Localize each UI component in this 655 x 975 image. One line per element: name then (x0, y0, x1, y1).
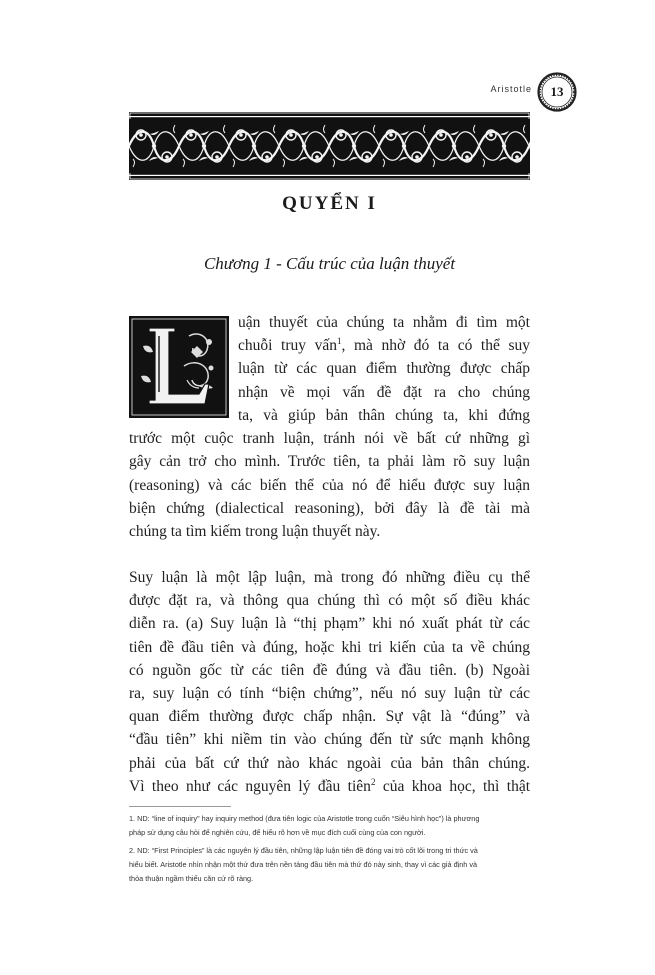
footnote-line: pháp sử dụng câu hỏi để nghiên cứu, để hiểu rõ hơn về mục đích cuối cùng của con người. (129, 828, 426, 837)
text-line: gây cản trở cho mình. Trước tiên, ta phải làm rõ suy luận (129, 453, 530, 471)
footnote-line: hiểu biết. Aristotle nhìn nhận một thứ đưa trên nền tảng đầu tiên mà thứ đó này sinh, thay vì các giả định và (129, 860, 478, 869)
paragraph-2 (129, 566, 530, 798)
text-line: biện chứng (dialectical reasoning), bởi đây là đề tài mà (129, 499, 530, 517)
text-line: có nguồn gốc từ các tiên đề đúng và đầu tiên. (b) Ngoài (129, 661, 530, 679)
chapter-title: Chương 1 - Cấu trúc của luận thuyết (203, 254, 456, 273)
text-line: quan điểm thường được chấp nhận. Sự vật là “đúng” và (129, 708, 530, 726)
footnote-marker-1[interactable]: 1 (337, 336, 342, 347)
book-title: QUYỂN I (282, 193, 377, 214)
text-line: chúng ta tìm kiếm trong luận thuyết này. (129, 523, 381, 541)
footnote-divider (129, 806, 231, 807)
footnote-line: 2. ND: “First Principles” là các nguyên lý đầu tiên, những lập luận tiên đề đóng vai trò cốt lõi trong tri thức và (129, 846, 478, 855)
text-line: Suy luận là một lập luận, mà trong đó những điều cụ thể (129, 569, 530, 586)
text-line-with-footnote: Vì theo như các nguyên lý đầu tiên$^2$ của khoa học, thì thật (129, 776, 531, 795)
footnote-line: 1. ND: “line of inquiry” hay inquiry method (đưa tiên logic của Aristotle trong cuốn “Siêu hình học”) là phương (129, 814, 480, 823)
text-line: uận thuyết của chúng ta nhằm đi tìm một (238, 314, 530, 331)
page-number-badge (537, 72, 577, 112)
footnote-line: thỏa thuận ngầm thiếu căn cứ rõ ràng. (129, 874, 254, 883)
paragraph-1-opening (129, 311, 530, 404)
footnote-marker-2[interactable]: 2 (370, 776, 376, 787)
footnote-2 (129, 844, 530, 886)
text-line: được đặt ra, và thông qua chúng thì có một số điều khác (129, 592, 530, 610)
text-line: ta, và giúp bản thân chúng ta, khi đứng (238, 407, 530, 424)
text-line: (reasoning) và các biến thể của nó để hiểu được suy luận (129, 476, 530, 494)
text-line: phải của bất cứ thứ nào khác ngoài của bản thân chúng. (129, 754, 530, 772)
text-line: “đầu tiên” khi niềm tin vào chúng đến từ sức mạnh không (129, 731, 530, 749)
footnotes (129, 812, 530, 886)
text-line: luận từ các quan điểm thường được chấp (238, 360, 530, 378)
ornamental-header-band-icon (129, 112, 530, 180)
text-line: nhận về mọi vấn đề đặt ra cho chúng (238, 383, 530, 401)
paragraph-1-body (129, 404, 530, 543)
footnote-1 (129, 812, 530, 840)
page-number: 13 (550, 84, 564, 99)
text-line: tiên đề đầu tiên và đúng, hoặc khi tri kiến của ta về chúng (129, 638, 530, 656)
text-line-with-footnote: chuỗi truy vấn$^1$, mà nhờ đó ta có thể suy (238, 336, 530, 355)
text-line: trước một cuộc tranh luận, tránh nói về bất cứ những gì (129, 430, 530, 448)
text-line: diễn ra. (a) Suy luận là “thị phạm” khi nó xuất phát từ các (129, 615, 530, 633)
text-line: ra, suy luận có tính “biện chứng”, nếu nó suy luận từ các (129, 685, 530, 703)
running-header-author: Aristotle (490, 84, 532, 94)
